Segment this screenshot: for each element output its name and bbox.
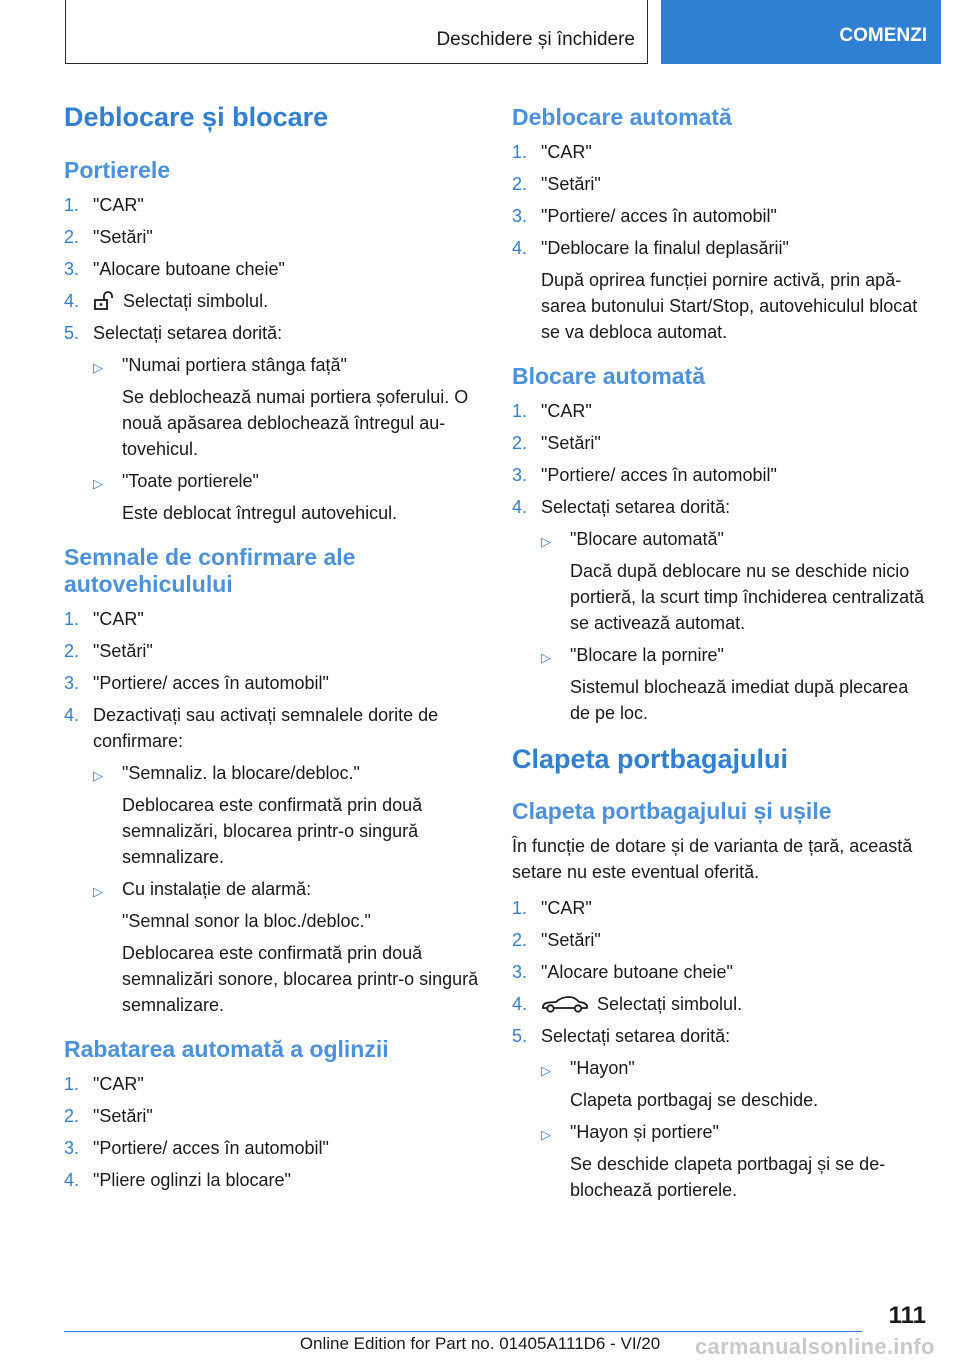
list-item — [64, 192, 484, 218]
step-number: 4. — [512, 497, 528, 517]
chapter-tab-label: COMENZI — [839, 25, 927, 46]
step-text: "Alocare butoane cheie" — [93, 259, 285, 279]
step-number: 5. — [64, 323, 80, 343]
list-item — [64, 1103, 484, 1129]
triangle-bullet-icon: ▷ — [93, 768, 103, 783]
list-item — [512, 462, 930, 488]
steps-auto-lock — [512, 398, 930, 726]
option-note: Se deschide clapeta portbagaj și se deblochează portierele. — [570, 1154, 886, 1200]
subheading-auto-unlock: Deblocare automată — [512, 104, 732, 130]
step-text: "CAR" — [541, 898, 592, 918]
step-text: "Setări" — [93, 641, 153, 661]
left-column — [64, 100, 484, 1199]
option-label: "Hayon și portiere" — [570, 1122, 719, 1142]
list-item — [512, 959, 930, 985]
step-number: 3. — [64, 673, 80, 693]
running-header-section: Deschidere și închidere — [436, 29, 635, 50]
step-text: "Setări" — [541, 433, 601, 453]
step-text: Selectați simbolul. — [123, 291, 269, 311]
list-item — [64, 606, 484, 632]
step-text: "CAR" — [93, 195, 144, 215]
options-tailgate — [541, 1055, 930, 1203]
padlock-open-icon — [93, 291, 115, 311]
list-item — [64, 224, 484, 250]
step-number: 2. — [512, 930, 528, 950]
step-text: "Setări" — [541, 174, 601, 194]
option-label: "Semnaliz. la blocare/debloc." — [122, 763, 360, 783]
option-note: Sistemul blochează imediat după plecarea de pe loc. — [570, 677, 909, 723]
list-item — [64, 638, 484, 664]
footer-edition: Online Edition for Part no. 01405A111D6 - VI/20 — [299, 1334, 661, 1353]
step-number: 3. — [64, 259, 80, 279]
step-text: Selectați setarea dorită: — [541, 1026, 731, 1046]
list-item — [512, 398, 930, 424]
step-text: "Portiere/ acces în automobil" — [93, 1138, 329, 1158]
step-text: "CAR" — [93, 609, 144, 629]
step-text: "CAR" — [541, 142, 592, 162]
step-text: Selectați setarea dorită: — [541, 497, 731, 517]
triangle-bullet-icon: ▷ — [541, 650, 551, 665]
option-note: Deblocarea este confirmată prin două semnalizări, blocarea printr-o singură semnalizare. — [122, 795, 423, 867]
option-label: "Blocare automată" — [570, 529, 724, 549]
triangle-bullet-icon: ▷ — [541, 1063, 551, 1078]
list-item — [512, 430, 930, 456]
step-number: 3. — [512, 206, 528, 226]
list-item — [512, 139, 930, 165]
list-item — [64, 1167, 484, 1193]
step-number: 2. — [512, 433, 528, 453]
subheading-tailgate-doors: Clapeta portbagajului și ușile — [512, 798, 832, 824]
step-number: 1. — [512, 898, 528, 918]
step-text: "Alocare butoane cheie" — [541, 962, 733, 982]
step-text: Dezactivați sau activați semnalele dorite de confirmare: — [93, 705, 439, 751]
triangle-bullet-icon: ▷ — [93, 476, 103, 491]
step-note: După oprirea funcției pornire activă, prin apăsarea butonului Start/Stop, autovehiculul blocat se va debloca automat. — [541, 270, 918, 342]
options-signals — [93, 760, 484, 1018]
step-number: 3. — [64, 1138, 80, 1158]
footer-rule — [64, 1331, 862, 1332]
step-number: 4. — [64, 705, 80, 725]
subheading-auto-lock: Blocare automată — [512, 363, 706, 389]
step-text: "Portiere/ acces în automobil" — [541, 206, 777, 226]
step-text: Selectați simbolul. — [597, 994, 743, 1014]
step-text: "Pliere oglinzi la blocare" — [93, 1170, 291, 1190]
step-text: Selectați setarea dorită: — [93, 323, 283, 343]
list-item — [64, 1135, 484, 1161]
step-number: 2. — [512, 174, 528, 194]
list-item — [512, 991, 930, 1017]
list-item — [64, 320, 484, 526]
step-text: "Setări" — [93, 1106, 153, 1126]
list-item — [64, 288, 484, 314]
list-item — [512, 235, 930, 345]
step-number: 5. — [512, 1026, 528, 1046]
step-text: "Deblocare la finalul deplasării" — [541, 238, 789, 258]
step-text: "CAR" — [541, 401, 592, 421]
step-number: 4. — [512, 994, 528, 1014]
list-item — [64, 1071, 484, 1097]
option-note: Este deblocat întregul autovehicul. — [122, 503, 398, 523]
option-label: Cu instalație de alarmă: — [122, 879, 312, 899]
option-note: Deblocarea este confirmată prin două semnalizări sonore, blocarea printr-o singură semnalizare. — [122, 943, 479, 1015]
option-item — [93, 876, 484, 1018]
step-number: 4. — [64, 291, 80, 311]
list-item — [512, 171, 930, 197]
option-item — [541, 642, 930, 726]
option-note: Clapeta portbagaj se deschide. — [570, 1090, 819, 1110]
list-item — [512, 1023, 930, 1203]
step-number: 1. — [512, 401, 528, 421]
option-item — [93, 760, 484, 870]
option-note: Dacă după deblocare nu se deschide nicio portieră, la scurt timp închiderea centralizată se activează automat. — [570, 561, 925, 633]
car-silhouette-icon — [541, 994, 589, 1014]
page-number: 111 — [888, 1302, 926, 1329]
list-item — [64, 702, 484, 1018]
subheading-doors: Portierele — [64, 157, 171, 183]
option-label: "Blocare la pornire" — [570, 645, 724, 665]
step-number: 1. — [512, 142, 528, 162]
option-note: Se deblochează numai portiera șoferului. O nouă apăsarea deblochează întregul autovehicul. — [122, 387, 469, 459]
running-header-box — [65, 0, 648, 64]
options-auto-lock — [541, 526, 930, 726]
list-item — [512, 927, 930, 953]
option-label: "Toate portierele" — [122, 471, 259, 491]
subheading-mirror-folding: Rabatarea automată a oglinzii — [64, 1036, 389, 1062]
option-note: "Semnal sonor la bloc./debloc." — [122, 911, 371, 931]
step-number: 1. — [64, 195, 80, 215]
option-label: "Numai portiera stânga față" — [122, 355, 347, 375]
triangle-bullet-icon: ▷ — [541, 1127, 551, 1142]
steps-signals — [64, 606, 484, 1018]
step-number: 1. — [64, 1074, 80, 1094]
right-column — [512, 100, 930, 1209]
option-item — [541, 526, 930, 636]
tailgate-intro: În funcție de dotare și de varianta de țară, această setare nu este eventual oferită. — [512, 836, 913, 882]
triangle-bullet-icon: ▷ — [541, 534, 551, 549]
list-item — [64, 670, 484, 696]
list-item — [512, 494, 930, 726]
step-number: 4. — [512, 238, 528, 258]
option-item — [93, 468, 484, 526]
step-number: 2. — [64, 641, 80, 661]
watermark-text: carmanualsonline.info — [695, 1334, 935, 1359]
list-item — [512, 895, 930, 921]
chapter-tab — [661, 0, 941, 64]
step-number: 3. — [512, 962, 528, 982]
section-title-tailgate: Clapeta portbagajului — [512, 744, 789, 774]
step-number: 2. — [64, 227, 80, 247]
options-doors — [93, 352, 484, 526]
step-text: "Portiere/ acces în automobil" — [541, 465, 777, 485]
steps-mirrors — [64, 1071, 484, 1193]
steps-tailgate — [512, 895, 930, 1203]
list-item — [512, 203, 930, 229]
section-title-unlock-lock: Deblocare și blocare — [64, 102, 329, 132]
step-text: "Portiere/ acces în automobil" — [93, 673, 329, 693]
option-item — [541, 1119, 930, 1203]
steps-doors — [64, 192, 484, 526]
option-item — [93, 352, 484, 462]
step-number: 3. — [512, 465, 528, 485]
option-label: "Hayon" — [570, 1058, 635, 1078]
step-number: 4. — [64, 1170, 80, 1190]
triangle-bullet-icon: ▷ — [93, 884, 103, 899]
step-number: 1. — [64, 609, 80, 629]
step-number: 2. — [64, 1106, 80, 1126]
list-item — [64, 256, 484, 282]
step-text: "CAR" — [93, 1074, 144, 1094]
triangle-bullet-icon: ▷ — [93, 360, 103, 375]
option-item — [541, 1055, 930, 1113]
step-text: "Setări" — [93, 227, 153, 247]
steps-auto-unlock — [512, 139, 930, 345]
subheading-confirmation-signals: Semnale de confirmare ale autovehiculului — [64, 544, 356, 597]
step-text: "Setări" — [541, 930, 601, 950]
